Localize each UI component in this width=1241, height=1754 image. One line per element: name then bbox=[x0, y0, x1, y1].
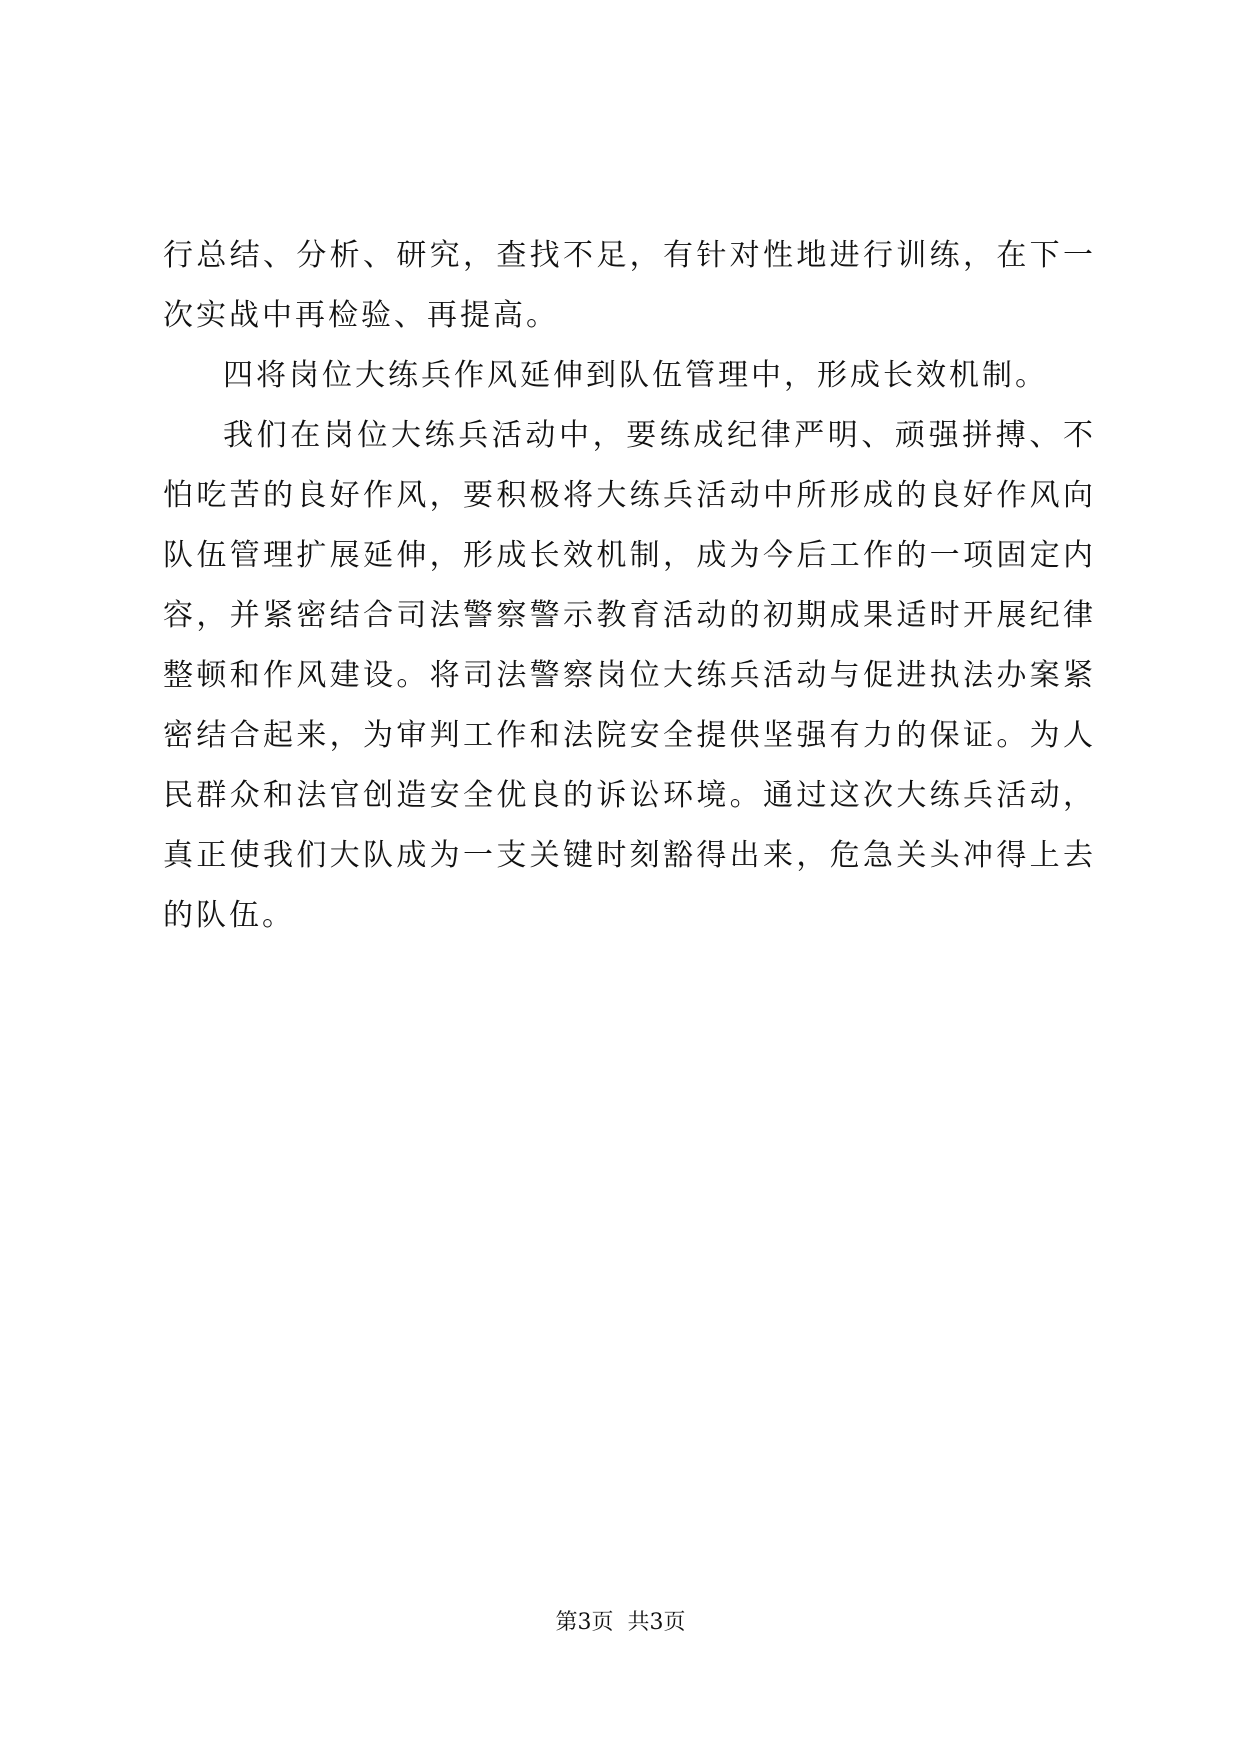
page-footer bbox=[0, 1608, 1241, 1638]
text-line: 队伍管理扩展延伸，形成长效机制，成为今后工作的一项固定内 bbox=[163, 538, 1093, 573]
section-heading: 四将岗位大练兵作风延伸到队伍管理中，形成长效机制。 bbox=[223, 358, 1048, 393]
text-line: 我们在岗位大练兵活动中，要练成纪律严明、顽强拼搏、不 bbox=[223, 418, 1093, 453]
page-total: 共3页 bbox=[627, 1610, 686, 1635]
text-line: 民群众和法官创造安全优良的诉讼环境。通过这次大练兵活动， bbox=[163, 778, 1093, 813]
text-line: 次实战中再检验、再提高。 bbox=[163, 298, 559, 333]
text-line: 真正使我们大队成为一支关键时刻豁得出来，危急关头冲得上去 bbox=[163, 838, 1093, 873]
text-line: 的队伍。 bbox=[163, 898, 295, 933]
text-line: 整顿和作风建设。将司法警察岗位大练兵活动与促进执法办案紧 bbox=[163, 658, 1093, 693]
document-body bbox=[163, 226, 1093, 946]
text-line: 怕吃苦的良好作风，要积极将大练兵活动中所形成的良好作风向 bbox=[163, 478, 1093, 513]
page-number: 第3页 bbox=[555, 1610, 614, 1635]
text-line: 密结合起来，为审判工作和法院安全提供坚强有力的保证。为人 bbox=[163, 718, 1093, 753]
text-line: 行总结、分析、研究，查找不足，有针对性地进行训练，在下一 bbox=[163, 238, 1093, 273]
text-line: 容，并紧密结合司法警察警示教育活动的初期成果适时开展纪律 bbox=[163, 598, 1093, 633]
